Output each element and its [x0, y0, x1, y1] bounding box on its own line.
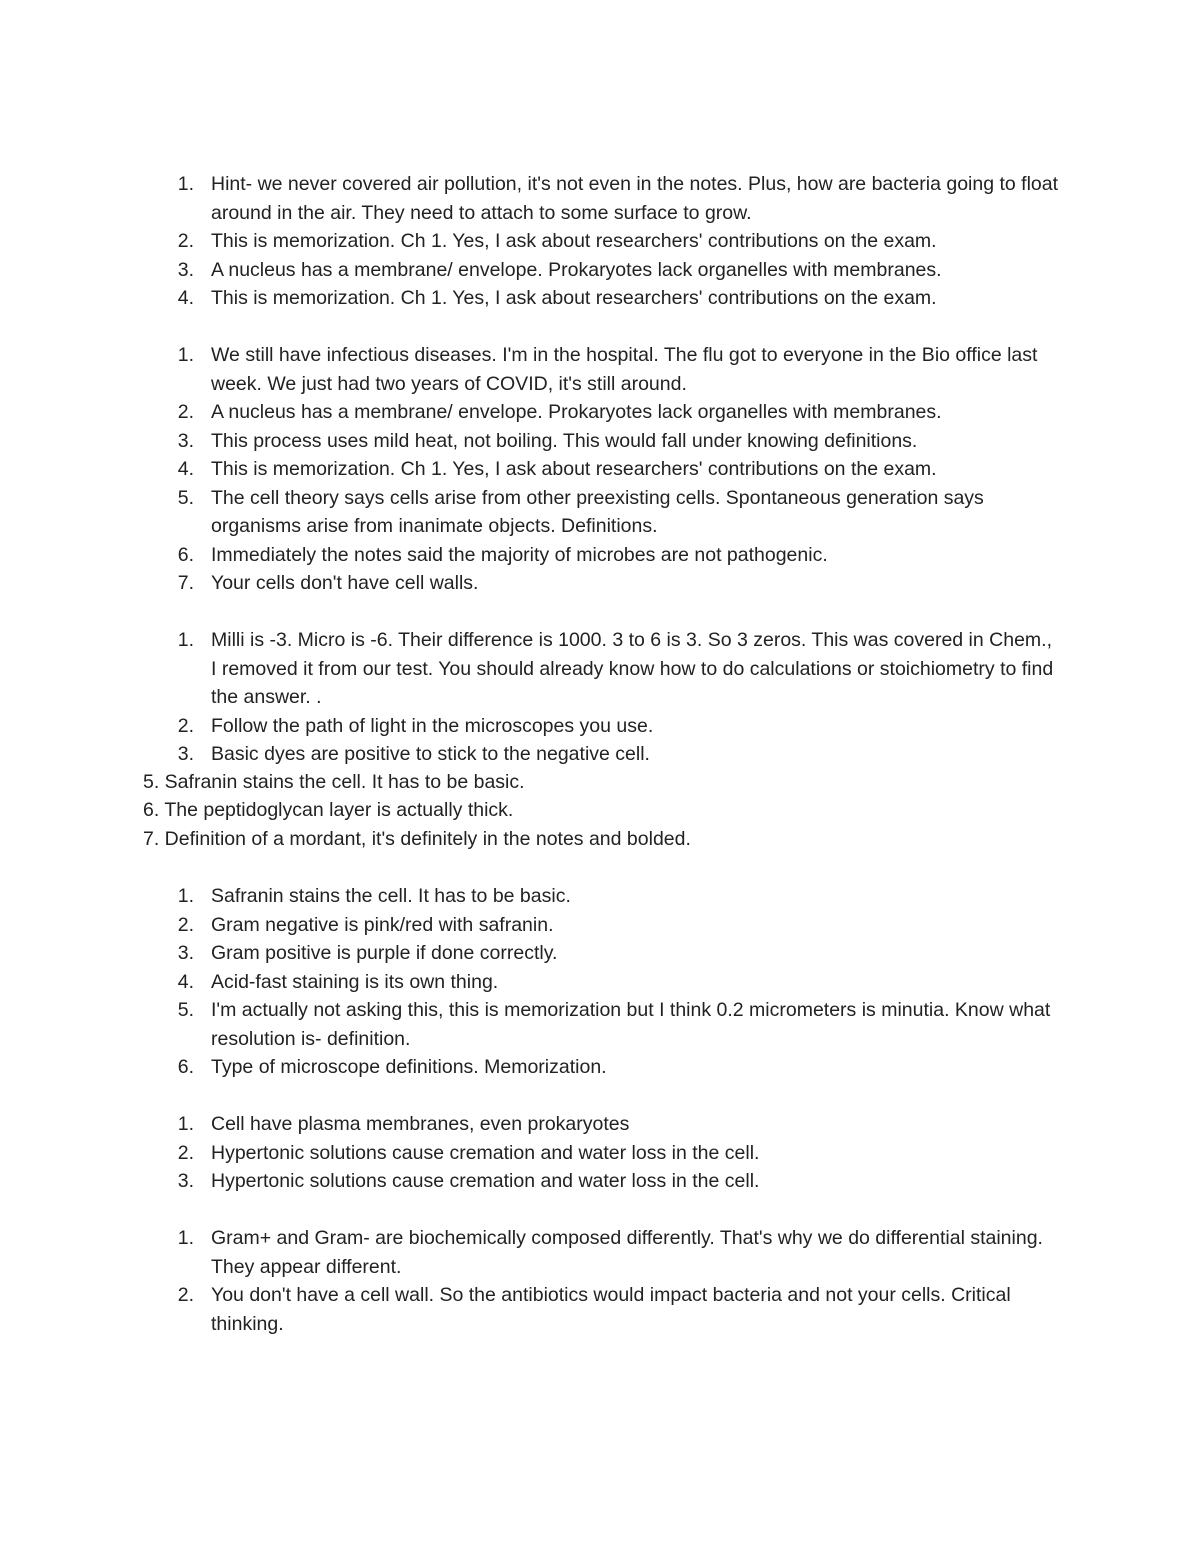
- plain-line: 5. Safranin stains the cell. It has to be basic.: [143, 771, 525, 793]
- item-number: 3.: [177, 743, 194, 765]
- item-text: Acid-fast staining is its own thing.: [211, 970, 499, 993]
- item-number: 7.: [177, 572, 194, 594]
- item-number: 3.: [177, 429, 194, 452]
- item-number: 1.: [177, 1113, 194, 1135]
- item-text: I'm actually not asking this, this is memorization but I think 0.2 micrometers is minutia. Know what resolution is- definition.: [211, 999, 1051, 1050]
- answer-list-5: [0, 1110, 1200, 1196]
- list-item: [0, 341, 1200, 398]
- item-number: 1.: [177, 629, 194, 651]
- item-number: 2.: [177, 401, 194, 423]
- item-text: Basic dyes are positive to stick to the negative cell.: [211, 743, 650, 765]
- item-text: Hypertonic solutions cause cremation and water loss in the cell.: [211, 1141, 760, 1164]
- item-text: Hint- we never covered air pollution, it's not even in the notes. Plus, how are bacteria going to float around in the air. They need to attach to some surface to grow.: [211, 173, 1059, 224]
- item-number: 2.: [177, 913, 194, 936]
- item-number: 5.: [177, 999, 194, 1021]
- item-text: You don't have a cell wall. So the antibiotics would impact bacteria and not your cells. Critical thinking.: [211, 1284, 1011, 1335]
- item-text: Gram negative is pink/red with safranin.: [211, 913, 554, 936]
- item-number: 2.: [177, 230, 194, 252]
- item-text: Type of microscope definitions. Memorization.: [211, 1056, 607, 1078]
- item-text: Immediately the notes said the majority of microbes are not pathogenic.: [211, 543, 828, 566]
- item-text: A nucleus has a membrane/ envelope. Prokaryotes lack organelles with membranes.: [211, 401, 942, 423]
- plain-line: 7. Definition of a mordant, it's definitely in the notes and bolded.: [143, 828, 691, 850]
- item-text: This process uses mild heat, not boiling. This would fall under knowing definitions.: [211, 429, 918, 452]
- answer-list-6: [0, 1224, 1200, 1338]
- item-number: 1.: [177, 173, 194, 195]
- answer-list-2: [0, 341, 1200, 598]
- answer-list-3: [0, 626, 1200, 769]
- item-text: Gram positive is purple if done correctly.: [211, 942, 558, 964]
- item-number: 3.: [177, 942, 194, 964]
- item-number: 3.: [177, 258, 194, 281]
- item-number: 6.: [177, 1056, 194, 1078]
- list-item: [0, 398, 1200, 427]
- answer-list-1: [0, 170, 1200, 313]
- list-item: [0, 882, 1200, 911]
- list-item: [0, 626, 1200, 712]
- list-item: [0, 284, 1200, 313]
- list-item: [0, 1053, 1200, 1082]
- list-item: [0, 569, 1200, 598]
- item-number: 4.: [177, 458, 194, 480]
- item-number: 2.: [177, 1141, 194, 1164]
- item-text: Safranin stains the cell. It has to be basic.: [211, 885, 571, 907]
- item-text: The cell theory says cells arise from other preexisting cells. Spontaneous generation says organisms arise from inanimate objects. Definitions.: [211, 486, 984, 537]
- item-text: We still have infectious diseases. I'm in the hospital. The flu got to everyone in the Bio office last week. We just had two years of COVID, it's still around.: [211, 344, 1038, 395]
- item-number: 6.: [177, 543, 194, 566]
- list-item: [0, 1139, 1200, 1168]
- item-text: Follow the path of light in the microscopes you use.: [211, 714, 654, 737]
- list-item: [0, 1167, 1200, 1196]
- list-item: [0, 911, 1200, 940]
- list-item: [0, 170, 1200, 227]
- item-text: Your cells don't have cell walls.: [211, 572, 479, 594]
- list-item: [0, 541, 1200, 570]
- item-text: Hypertonic solutions cause cremation and water loss in the cell.: [211, 1170, 760, 1192]
- list-item: [0, 939, 1200, 968]
- item-number: 5.: [177, 486, 194, 509]
- list-item: [0, 968, 1200, 997]
- item-number: 3.: [177, 1170, 194, 1192]
- list-item: [0, 996, 1200, 1053]
- list-item: [0, 1281, 1200, 1338]
- list-item: [0, 227, 1200, 256]
- item-text: This is memorization. Ch 1. Yes, I ask about researchers' contributions on the exam.: [211, 230, 937, 252]
- list-item: [0, 1224, 1200, 1281]
- list-item: [0, 427, 1200, 456]
- item-text: Milli is -3. Micro is -6. Their difference is 1000. 3 to 6 is 3. So 3 zeros. This was covered in Chem., I removed it from our test. You should already know how to do calculations or stoichiometry to find the answer. .: [211, 629, 1054, 708]
- item-number: 4.: [177, 287, 194, 309]
- item-number: 1.: [177, 885, 194, 907]
- item-text: A nucleus has a membrane/ envelope. Prokaryotes lack organelles with membranes.: [211, 258, 942, 281]
- list-item: [0, 455, 1200, 484]
- list-item: [0, 1110, 1200, 1139]
- list-item: [0, 484, 1200, 541]
- item-number: 1.: [177, 1227, 194, 1249]
- item-number: 4.: [177, 970, 194, 993]
- item-text: Cell have plasma membranes, even prokaryotes: [211, 1113, 630, 1135]
- answer-list-4: [0, 882, 1200, 1082]
- item-number: 2.: [177, 714, 194, 737]
- list-item: [0, 712, 1200, 741]
- item-text: Gram+ and Gram- are biochemically composed differently. That's why we do differential staining. They appear different.: [211, 1227, 1043, 1278]
- list-item: [0, 256, 1200, 285]
- item-number: 2.: [177, 1284, 194, 1306]
- item-number: 1.: [177, 344, 194, 366]
- item-text: This is memorization. Ch 1. Yes, I ask about researchers' contributions on the exam.: [211, 458, 937, 480]
- plain-line: 6. The peptidoglycan layer is actually thick.: [143, 799, 514, 821]
- item-text: This is memorization. Ch 1. Yes, I ask about researchers' contributions on the exam.: [211, 287, 937, 309]
- list-item: [0, 740, 1200, 769]
